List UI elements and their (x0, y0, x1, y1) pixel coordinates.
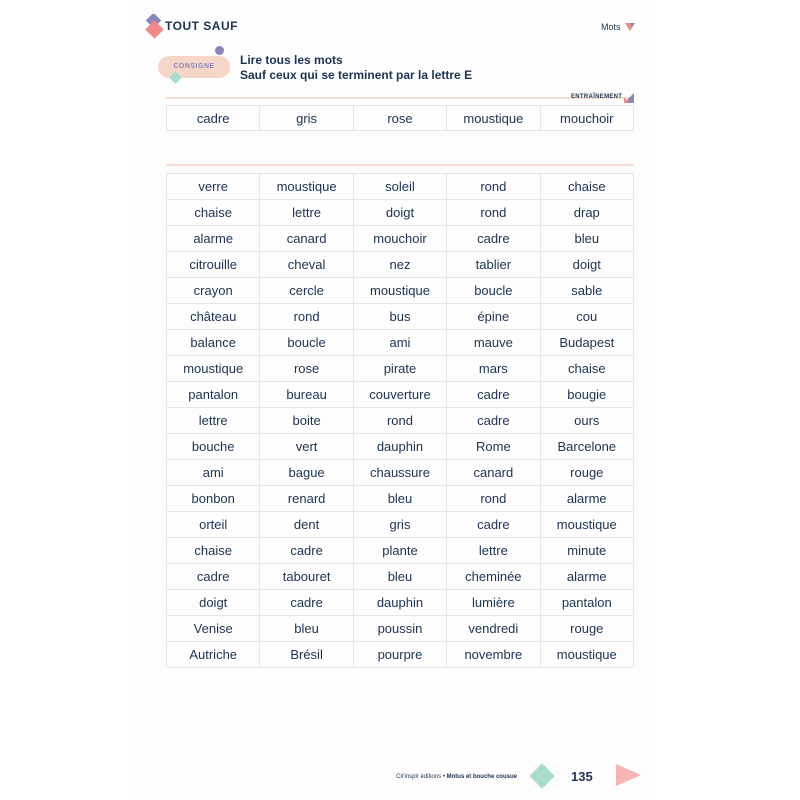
word-cell: bleu (353, 564, 446, 590)
word-cell: bonbon (167, 486, 260, 512)
word-cell: mouchoir (353, 226, 446, 252)
word-cell: gris (260, 106, 353, 131)
table-row (167, 356, 634, 382)
word-cell: cadre (260, 538, 353, 564)
word-cell: mars (447, 356, 540, 382)
word-cell: moustique (540, 512, 633, 538)
word-cell: boucle (447, 278, 540, 304)
word-cell: minute (540, 538, 633, 564)
word-cell: verre (167, 174, 260, 200)
table-row (167, 564, 634, 590)
word-cell: ami (167, 460, 260, 486)
word-cell: alarme (167, 226, 260, 252)
word-cell: doigt (540, 252, 633, 278)
word-cell: novembre (447, 642, 540, 668)
word-cell: lettre (447, 538, 540, 564)
word-cell: plante (353, 538, 446, 564)
table-row (167, 200, 634, 226)
table-row (167, 252, 634, 278)
table-row (167, 590, 634, 616)
purple-dot-decoration (215, 46, 224, 55)
table-row (167, 486, 634, 512)
table-row (167, 278, 634, 304)
word-cell: pantalon (167, 382, 260, 408)
word-cell: dent (260, 512, 353, 538)
word-cell: cheval (260, 252, 353, 278)
word-cell: chaise (540, 174, 633, 200)
word-cell: chaussure (353, 460, 446, 486)
table-row (167, 174, 634, 200)
table-row (167, 106, 634, 131)
word-cell: gris (353, 512, 446, 538)
word-cell: Brésil (260, 642, 353, 668)
word-cell: ours (540, 408, 633, 434)
word-cell: mouchoir (540, 106, 633, 131)
word-cell: mauve (447, 330, 540, 356)
word-cell: rond (447, 200, 540, 226)
table-row (167, 460, 634, 486)
word-cell: citrouille (167, 252, 260, 278)
word-cell: canard (260, 226, 353, 252)
word-cell: Barcelone (540, 434, 633, 460)
word-cell: cadre (447, 512, 540, 538)
word-cell: cadre (447, 408, 540, 434)
word-cell: tablier (447, 252, 540, 278)
triangle-icon (625, 22, 635, 32)
word-cell: alarme (540, 486, 633, 512)
consigne-badge: CONSIGNE (158, 56, 230, 78)
word-cell: balance (167, 330, 260, 356)
word-cell: bague (260, 460, 353, 486)
word-cell: pourpre (353, 642, 446, 668)
word-cell: renard (260, 486, 353, 512)
word-cell: cadre (447, 382, 540, 408)
word-cell: moustique (260, 174, 353, 200)
publisher-name: Cit'inspir éditions (396, 774, 442, 780)
word-cell: cadre (260, 590, 353, 616)
word-cell: cheminée (447, 564, 540, 590)
word-cell: couverture (353, 382, 446, 408)
word-cell: canard (447, 460, 540, 486)
word-cell: orteil (167, 512, 260, 538)
word-cell: bureau (260, 382, 353, 408)
word-cell: crayon (167, 278, 260, 304)
word-cell: Rome (447, 434, 540, 460)
pink-triangle-icon (614, 762, 642, 788)
word-cell: château (167, 304, 260, 330)
table-row (167, 642, 634, 668)
instruction-line-1: Lire tous les mots (240, 53, 343, 67)
word-cell: pirate (353, 356, 446, 382)
practice-word-table (166, 105, 634, 131)
word-cell: Budapest (540, 330, 633, 356)
word-cell: dauphin (353, 434, 446, 460)
table-row (167, 616, 634, 642)
book-title: Motus et bouche cousue (446, 774, 517, 780)
word-cell: cadre (167, 106, 260, 131)
table-row (167, 538, 634, 564)
word-cell: ami (353, 330, 446, 356)
table-row (167, 408, 634, 434)
section-divider-top (166, 97, 634, 99)
word-cell: rose (353, 106, 446, 131)
word-cell: poussin (353, 616, 446, 642)
word-cell: rond (353, 408, 446, 434)
word-cell: dauphin (353, 590, 446, 616)
table-row (167, 330, 634, 356)
word-cell: Autriche (167, 642, 260, 668)
word-cell: bus (353, 304, 446, 330)
footer-credit (396, 774, 517, 780)
word-cell: doigt (353, 200, 446, 226)
section-divider-main (166, 164, 634, 166)
word-cell: chaise (540, 356, 633, 382)
word-cell: Venise (167, 616, 260, 642)
diamond-logo-icon (143, 14, 167, 40)
training-label: ENTRAÎNEMENT (571, 94, 623, 100)
word-cell: cadre (447, 226, 540, 252)
word-cell: boucle (260, 330, 353, 356)
word-cell: cou (540, 304, 633, 330)
header-section-label: Mots (601, 22, 621, 32)
word-cell: vendredi (447, 616, 540, 642)
word-cell: rouge (540, 616, 633, 642)
table-row (167, 434, 634, 460)
word-cell: rose (260, 356, 353, 382)
header-title: TOUT SAUF (165, 19, 238, 33)
word-cell: cercle (260, 278, 353, 304)
word-cell: rouge (540, 460, 633, 486)
page-number: 135 (571, 769, 593, 784)
table-row (167, 382, 634, 408)
word-cell: moustique (353, 278, 446, 304)
instruction-line-2: Sauf ceux qui se terminent par la lettre E (240, 68, 473, 82)
word-cell: rond (447, 174, 540, 200)
word-cell: lettre (260, 200, 353, 226)
word-cell: lumière (447, 590, 540, 616)
word-cell: boite (260, 408, 353, 434)
word-cell: chaise (167, 200, 260, 226)
word-cell: sable (540, 278, 633, 304)
word-cell: rond (447, 486, 540, 512)
word-cell: bougie (540, 382, 633, 408)
main-word-table (166, 173, 634, 668)
word-cell: soleil (353, 174, 446, 200)
word-cell: moustique (447, 106, 540, 131)
word-cell: bouche (167, 434, 260, 460)
word-cell: rond (260, 304, 353, 330)
word-cell: lettre (167, 408, 260, 434)
word-cell: vert (260, 434, 353, 460)
word-cell: nez (353, 252, 446, 278)
table-row (167, 226, 634, 252)
word-cell: pantalon (540, 590, 633, 616)
word-cell: cadre (167, 564, 260, 590)
footer-bullet: • (442, 774, 445, 780)
word-cell: bleu (540, 226, 633, 252)
corner-triangle-icon (624, 93, 634, 103)
table-row (167, 512, 634, 538)
word-cell: moustique (167, 356, 260, 382)
word-cell: bleu (260, 616, 353, 642)
word-cell: doigt (167, 590, 260, 616)
word-cell: drap (540, 200, 633, 226)
word-cell: moustique (540, 642, 633, 668)
word-cell: alarme (540, 564, 633, 590)
word-cell: tabouret (260, 564, 353, 590)
table-row (167, 304, 634, 330)
word-cell: épine (447, 304, 540, 330)
word-cell: bleu (353, 486, 446, 512)
word-cell: chaise (167, 538, 260, 564)
